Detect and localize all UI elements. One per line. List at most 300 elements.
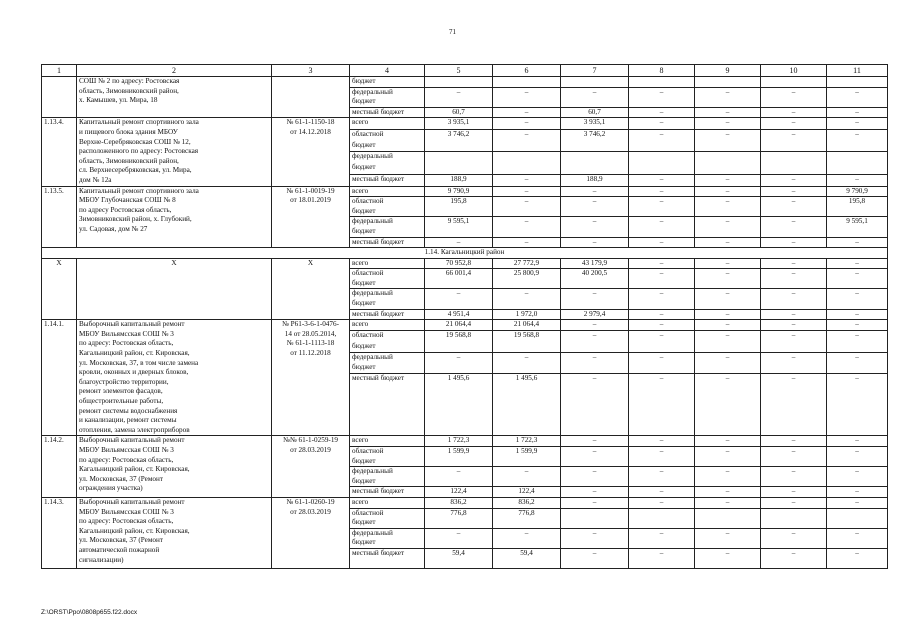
amount-cell: – <box>629 320 695 331</box>
description-line: по адресу: Ростовская область, <box>79 517 174 526</box>
amount-cell: 188,9 <box>425 174 493 186</box>
funding-source-label: всего <box>350 118 425 130</box>
amount-cell: – <box>827 174 888 186</box>
funding-source-label: бюджет <box>350 538 425 548</box>
description-line: ремонт системы водоснабжения <box>79 406 178 415</box>
amount-cell: – <box>761 186 827 197</box>
amount-cell <box>493 207 561 217</box>
amount-cell: – <box>827 258 888 269</box>
amount-cell <box>493 342 561 353</box>
amount-cell: – <box>827 309 888 320</box>
amount-cell <box>827 342 888 353</box>
description-line: ул. Московская, 37 (Ремонт <box>79 536 163 545</box>
amount-cell: – <box>561 237 629 248</box>
amount-cell <box>425 279 493 289</box>
amount-cell <box>561 299 629 309</box>
funding-source-label: бюджет <box>350 457 425 467</box>
amount-cell: – <box>561 467 629 477</box>
amount-cell <box>761 518 827 528</box>
amount-cell <box>761 415 827 425</box>
amount-cell: – <box>827 331 888 342</box>
funding-source-label: федеральный <box>350 152 425 163</box>
item-number-cell: 1.13.4. <box>42 118 77 186</box>
amount-cell <box>695 395 761 405</box>
amount-cell <box>695 518 761 528</box>
amount-cell: – <box>695 289 761 299</box>
description-line: Выборочный капитальный ремонт <box>79 436 185 445</box>
amount-cell <box>629 425 695 436</box>
amount-cell <box>561 152 629 163</box>
amount-cell: – <box>827 548 888 558</box>
amount-cell: 195,8 <box>827 197 888 207</box>
amount-cell: 836,2 <box>493 497 561 508</box>
amount-cell <box>425 152 493 163</box>
header-cell-10: 10 <box>761 65 827 77</box>
amount-cell <box>761 77 827 88</box>
description-line: кровли, оконных и дверных блоков, <box>79 368 189 377</box>
amount-cell: – <box>761 87 827 97</box>
amount-cell: – <box>561 331 629 342</box>
amount-cell: – <box>761 487 827 498</box>
amount-cell <box>827 152 888 163</box>
amount-cell <box>695 384 761 394</box>
amount-cell <box>561 518 629 528</box>
section-title: 1.14. Кагальницкий район <box>42 248 888 259</box>
table-body <box>42 65 888 569</box>
amount-cell: – <box>761 548 827 558</box>
header-cell-5: 5 <box>425 65 493 77</box>
approval-line: № 61-1-1150-18 <box>286 118 335 127</box>
amount-cell: – <box>695 487 761 498</box>
approval-line: от 14.12.2018 <box>290 127 331 136</box>
approval-number-cell <box>272 186 350 248</box>
amount-cell <box>493 299 561 309</box>
amount-cell <box>761 457 827 467</box>
amount-cell: – <box>695 186 761 197</box>
amount-cell: – <box>629 467 695 477</box>
amount-cell: – <box>827 107 888 118</box>
amount-cell <box>761 384 827 394</box>
amount-cell: 9 595,1 <box>425 217 493 227</box>
description-line: Выборочный капитальный ремонт <box>79 497 185 506</box>
description-line: ул. Садовая, дом № 27 <box>79 224 148 233</box>
amount-cell <box>629 477 695 487</box>
amount-cell: – <box>629 331 695 342</box>
amount-cell: – <box>561 289 629 299</box>
amount-cell: – <box>761 197 827 207</box>
description-line: МБОУ Глубочанская СОШ № 8 <box>79 196 176 205</box>
amount-cell <box>425 363 493 374</box>
amount-cell <box>561 457 629 467</box>
amount-cell: – <box>629 487 695 498</box>
description-line: дом № 12а <box>79 175 112 184</box>
approval-number-cell <box>272 258 350 320</box>
amount-cell: 25 800,9 <box>493 269 561 279</box>
amount-cell: – <box>695 258 761 269</box>
amount-cell: 776,8 <box>493 508 561 518</box>
description-line: Кагальницкий район, ст. Кировская, <box>79 465 190 474</box>
amount-cell <box>695 152 761 163</box>
description-line: Капитальный ремонт спортивного зала <box>79 118 199 127</box>
funding-source-label: бюджет <box>350 279 425 289</box>
amount-cell <box>629 457 695 467</box>
amount-cell <box>561 342 629 353</box>
amount-cell: – <box>629 374 695 385</box>
amount-cell <box>493 227 561 237</box>
approval-number-cell <box>272 497 350 568</box>
funding-source-label: областной <box>350 446 425 456</box>
amount-cell <box>827 559 888 569</box>
item-number-cell: 1.14.1. <box>42 320 77 436</box>
amount-cell: – <box>629 446 695 456</box>
budget-table-wrapper <box>41 64 868 569</box>
amount-cell: 1 599,9 <box>493 446 561 456</box>
funding-source-label: всего <box>350 497 425 508</box>
amount-cell: 21 064,4 <box>493 320 561 331</box>
amount-cell: – <box>695 320 761 331</box>
object-description-cell <box>77 320 272 436</box>
amount-cell: 836,2 <box>425 497 493 508</box>
funding-source-label: областной <box>350 331 425 342</box>
amount-cell <box>695 97 761 107</box>
description-line: Х <box>171 258 177 267</box>
amount-cell <box>695 207 761 217</box>
funding-source-label: бюджет <box>350 227 425 237</box>
header-cell-9: 9 <box>695 65 761 77</box>
amount-cell <box>493 363 561 374</box>
amount-cell <box>629 207 695 217</box>
amount-cell <box>425 97 493 107</box>
budget-table <box>41 64 888 569</box>
amount-cell: 60,7 <box>561 107 629 118</box>
amount-cell: – <box>493 237 561 248</box>
amount-cell: – <box>425 528 493 538</box>
amount-cell: – <box>761 107 827 118</box>
amount-cell: – <box>761 289 827 299</box>
amount-cell <box>761 299 827 309</box>
funding-source-label: бюджет <box>350 141 425 152</box>
amount-cell <box>493 163 561 174</box>
amount-cell <box>629 227 695 237</box>
amount-cell <box>561 207 629 217</box>
amount-cell <box>561 415 629 425</box>
header-row <box>42 65 888 77</box>
amount-cell <box>629 299 695 309</box>
amount-cell <box>425 457 493 467</box>
description-line: МБОУ Вильямсская СОШ № 3 <box>79 329 174 338</box>
approval-line: от 18.01.2019 <box>290 196 331 205</box>
funding-source-label: всего <box>350 258 425 269</box>
funding-source-label: областной <box>350 130 425 141</box>
amount-cell <box>695 538 761 548</box>
amount-cell: – <box>493 352 561 363</box>
object-description-cell <box>77 497 272 568</box>
funding-source-label <box>350 425 425 436</box>
amount-cell <box>561 395 629 405</box>
amount-cell: 122,4 <box>493 487 561 498</box>
funding-source-label: бюджет <box>350 363 425 374</box>
amount-cell <box>827 141 888 152</box>
amount-cell: 66 001,4 <box>425 269 493 279</box>
table-row <box>42 118 888 130</box>
amount-cell <box>827 279 888 289</box>
amount-cell: – <box>695 107 761 118</box>
amount-cell <box>629 152 695 163</box>
description-line: область, Зимовниковский район, <box>79 86 179 95</box>
amount-cell: 195,8 <box>425 197 493 207</box>
amount-cell: – <box>629 197 695 207</box>
table-row <box>42 436 888 447</box>
amount-cell <box>629 163 695 174</box>
table-row <box>42 320 888 331</box>
header-cell-7: 7 <box>561 65 629 77</box>
description-line: МБОУ Вильямсская СОШ № 3 <box>79 507 174 516</box>
amount-cell: – <box>695 467 761 477</box>
amount-cell: – <box>561 217 629 227</box>
funding-source-label: областной <box>350 508 425 518</box>
table-row <box>42 186 888 197</box>
amount-cell: – <box>561 548 629 558</box>
amount-cell: – <box>761 217 827 227</box>
amount-cell: – <box>493 174 561 186</box>
header-cell-11: 11 <box>827 65 888 77</box>
description-line: ремонт элементов фасадов, <box>79 387 163 396</box>
amount-cell <box>695 425 761 436</box>
amount-cell <box>761 363 827 374</box>
description-line: и пищевого блока здания МБОУ <box>79 127 178 136</box>
amount-cell: – <box>493 528 561 538</box>
amount-cell <box>629 97 695 107</box>
amount-cell: – <box>695 374 761 385</box>
amount-cell: – <box>827 497 888 508</box>
amount-cell: – <box>695 548 761 558</box>
amount-cell: – <box>827 118 888 130</box>
funding-source-label: областной <box>350 197 425 207</box>
amount-cell <box>561 97 629 107</box>
amount-cell <box>629 518 695 528</box>
amount-cell <box>425 299 493 309</box>
amount-cell: – <box>761 331 827 342</box>
approval-line: Х <box>307 258 314 267</box>
amount-cell <box>827 227 888 237</box>
amount-cell <box>761 207 827 217</box>
approval-line <box>274 77 347 87</box>
amount-cell <box>827 163 888 174</box>
amount-cell <box>761 395 827 405</box>
description-line: Кагальницкий район, ст. Кировская, <box>79 349 190 358</box>
amount-cell <box>493 457 561 467</box>
amount-cell <box>493 415 561 425</box>
amount-cell <box>827 384 888 394</box>
amount-cell <box>761 152 827 163</box>
amount-cell: – <box>761 174 827 186</box>
amount-cell: – <box>425 87 493 97</box>
amount-cell: – <box>629 217 695 227</box>
amount-cell: – <box>493 186 561 197</box>
description-line: область, Зимовниковский район, <box>79 156 179 165</box>
amount-cell <box>561 477 629 487</box>
header-cell-1: 1 <box>42 65 77 77</box>
description-line: по адресу: Ростовская область, <box>79 455 174 464</box>
amount-cell: 19 568,8 <box>425 331 493 342</box>
description-line: СОШ № 2 по адресу: Ростовская <box>79 77 180 85</box>
amount-cell: – <box>493 197 561 207</box>
amount-cell <box>561 279 629 289</box>
amount-cell: 9 790,9 <box>425 186 493 197</box>
amount-cell <box>629 363 695 374</box>
amount-cell: – <box>561 197 629 207</box>
amount-cell <box>827 207 888 217</box>
description-line: по адресу: Ростовская область, <box>79 339 174 348</box>
amount-cell: 59,4 <box>425 548 493 558</box>
funding-source-label: всего <box>350 186 425 197</box>
description-line: Зимовниковский район, х. Глубокий, <box>79 215 192 224</box>
item-number-cell: 1.14.3. <box>42 497 77 568</box>
amount-cell: – <box>629 186 695 197</box>
amount-cell <box>827 457 888 467</box>
amount-cell <box>827 405 888 415</box>
amount-cell <box>425 384 493 394</box>
amount-cell: 3 746,2 <box>425 130 493 141</box>
amount-cell <box>561 405 629 415</box>
amount-cell: 27 772,9 <box>493 258 561 269</box>
amount-cell <box>629 415 695 425</box>
amount-cell <box>493 477 561 487</box>
amount-cell: – <box>695 436 761 447</box>
amount-cell: – <box>629 528 695 538</box>
object-description-cell <box>77 118 272 186</box>
amount-cell <box>629 141 695 152</box>
amount-cell <box>561 508 629 518</box>
section-row <box>42 248 888 259</box>
amount-cell: – <box>561 320 629 331</box>
amount-cell: – <box>761 258 827 269</box>
description-line <box>79 106 269 116</box>
amount-cell <box>493 279 561 289</box>
amount-cell: – <box>629 258 695 269</box>
amount-cell <box>425 518 493 528</box>
amount-cell <box>493 77 561 88</box>
amount-cell: – <box>695 528 761 538</box>
approval-line: от 28.03.2019 <box>290 507 331 516</box>
amount-cell: 1 722,3 <box>425 436 493 447</box>
object-description-cell <box>77 436 272 498</box>
amount-cell: 43 179,9 <box>561 258 629 269</box>
amount-cell: – <box>695 217 761 227</box>
amount-cell: 188,9 <box>561 174 629 186</box>
amount-cell: – <box>761 118 827 130</box>
amount-cell: 776,8 <box>425 508 493 518</box>
approval-line: 14 от 28.05.2014, <box>284 329 337 338</box>
approval-number-cell <box>272 320 350 436</box>
amount-cell: – <box>629 289 695 299</box>
amount-cell: – <box>561 186 629 197</box>
amount-cell: – <box>629 436 695 447</box>
funding-source-label <box>350 559 425 569</box>
funding-source-label: федеральный <box>350 528 425 538</box>
amount-cell: – <box>827 352 888 363</box>
amount-cell: 1 722,3 <box>493 436 561 447</box>
amount-cell: – <box>561 528 629 538</box>
amount-cell: 19 568,8 <box>493 331 561 342</box>
amount-cell: – <box>827 237 888 248</box>
funding-source-label: федеральный <box>350 467 425 477</box>
amount-cell: – <box>629 118 695 130</box>
amount-cell <box>695 457 761 467</box>
amount-cell <box>425 227 493 237</box>
amount-cell: – <box>561 446 629 456</box>
header-cell-4: 4 <box>350 65 425 77</box>
amount-cell <box>425 538 493 548</box>
funding-source-label: бюджет <box>350 342 425 353</box>
funding-source-label: местный бюджет <box>350 107 425 118</box>
amount-cell: – <box>561 487 629 498</box>
amount-cell <box>695 227 761 237</box>
amount-cell <box>561 363 629 374</box>
approval-number-cell <box>272 436 350 498</box>
amount-cell: – <box>425 289 493 299</box>
amount-cell <box>695 163 761 174</box>
approval-line <box>274 106 347 116</box>
amount-cell <box>561 163 629 174</box>
amount-cell <box>827 363 888 374</box>
amount-cell <box>761 559 827 569</box>
amount-cell <box>761 279 827 289</box>
approval-number-cell <box>272 118 350 186</box>
amount-cell: – <box>761 269 827 279</box>
amount-cell <box>425 415 493 425</box>
funding-source-label: бюджет <box>350 163 425 174</box>
amount-cell <box>629 384 695 394</box>
amount-cell: 1 495,6 <box>493 374 561 385</box>
funding-source-label: местный бюджет <box>350 309 425 320</box>
amount-cell: – <box>561 497 629 508</box>
amount-cell <box>761 508 827 518</box>
funding-source-label: бюджет <box>350 477 425 487</box>
funding-source-label: федеральный <box>350 87 425 97</box>
amount-cell <box>425 405 493 415</box>
funding-source-label: местный бюджет <box>350 237 425 248</box>
description-line: благоустройство территории, <box>79 377 169 386</box>
amount-cell <box>425 141 493 152</box>
description-line: ул. Московская, 37, в том числе замена <box>79 358 199 367</box>
amount-cell: – <box>561 87 629 97</box>
amount-cell: – <box>493 118 561 130</box>
amount-cell <box>761 227 827 237</box>
amount-cell: – <box>493 217 561 227</box>
amount-cell <box>695 559 761 569</box>
amount-cell: – <box>629 269 695 279</box>
amount-cell <box>629 508 695 518</box>
amount-cell <box>761 141 827 152</box>
amount-cell: – <box>827 320 888 331</box>
amount-cell <box>493 152 561 163</box>
description-line: отопления, замена электроприборов <box>79 425 190 434</box>
amount-cell <box>493 384 561 394</box>
amount-cell <box>493 395 561 405</box>
amount-cell: – <box>695 269 761 279</box>
header-cell-6: 6 <box>493 65 561 77</box>
funding-source-label: бюджет <box>350 299 425 309</box>
amount-cell: 1 599,9 <box>425 446 493 456</box>
description-line: и канализации, ремонт системы <box>79 416 177 425</box>
amount-cell: – <box>695 197 761 207</box>
description-line: Выборочный капитальный ремонт <box>79 320 185 329</box>
amount-cell: – <box>761 374 827 385</box>
funding-source-label: местный бюджет <box>350 374 425 385</box>
amount-cell: – <box>629 309 695 320</box>
approval-line: № 61-1-1113-18 <box>286 339 335 348</box>
